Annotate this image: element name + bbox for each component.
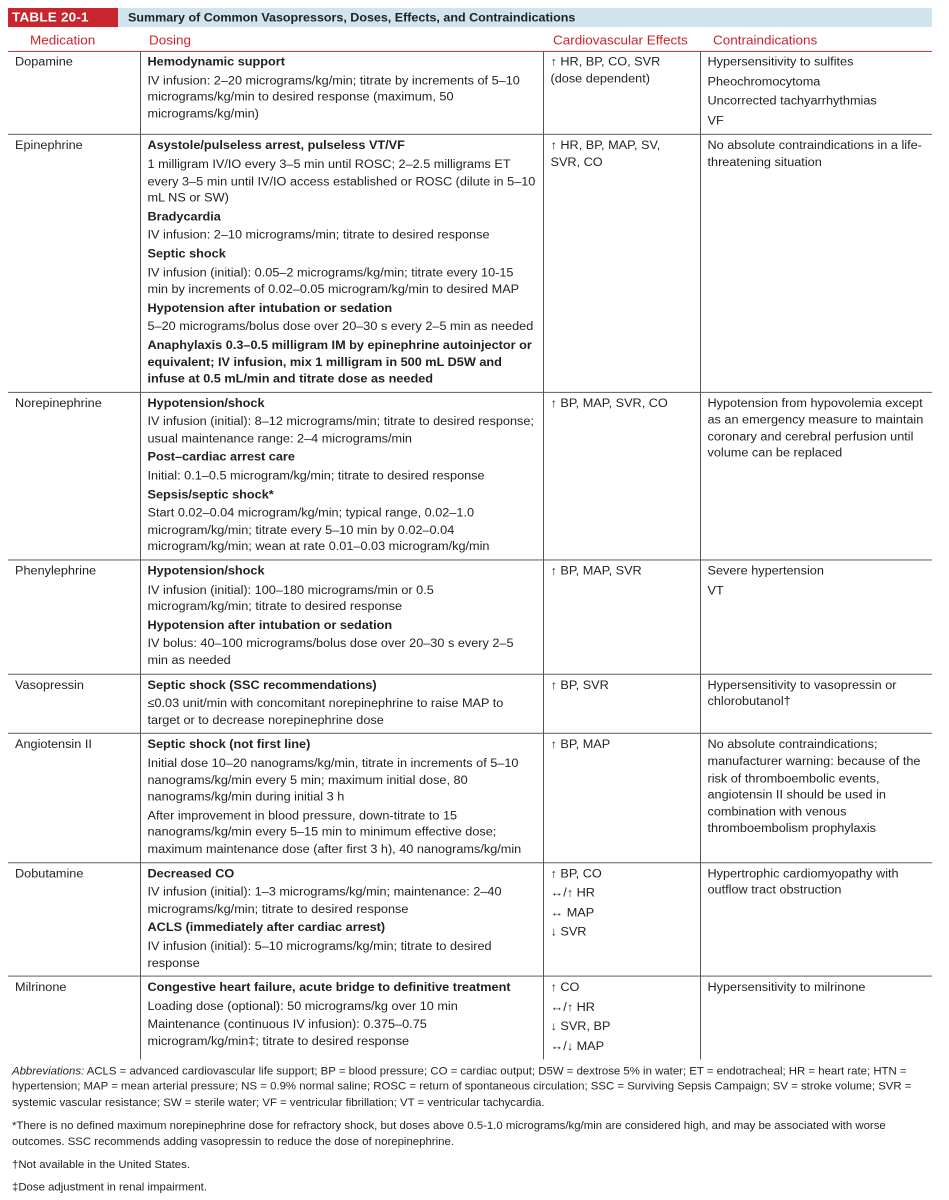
effect-line: ↑ BP, MAP, SVR bbox=[550, 564, 642, 579]
effect-line: ↑ BP, MAP bbox=[550, 738, 611, 752]
contraindication-line: VT bbox=[707, 584, 724, 598]
abbreviations-footnote bbox=[12, 1064, 930, 1111]
medication-name: Angiotensin II bbox=[15, 738, 92, 752]
medication-name: Epinephrine bbox=[15, 139, 83, 153]
dosing-heading: Congestive heart failure, acute bridge to definitive treatment bbox=[147, 980, 511, 995]
footnotes bbox=[12, 1064, 930, 1196]
dosing-cell bbox=[140, 135, 543, 392]
dosing-text: IV infusion: 2–20 micrograms/kg/min; titrate by increments of 5–10 micrograms/kg/min to desired response (maximum, 50 micrograms/kg/min) bbox=[147, 73, 520, 121]
table-row bbox=[8, 51, 932, 135]
abbreviations-text: ACLS = advanced cardiovascular life support; BP = blood pressure; CO = cardiac output; D5W = dextrose 5% in water; ET = endotracheal; HR = heart rate; HTN = hypertension; MAP = mean arterial pressure; NS = 0.9% normal saline; ROSC = return of spontaneous circulation; SSC = Surviving Sepsis Campaign; SV = stroke volume; SVR = systemic vascular resistance; SW = sterile water; VF = ventricular fibrillation; VT = ventricular tachycardia. bbox=[12, 1065, 912, 1109]
effect-line: ↔/↑ HR bbox=[550, 886, 595, 900]
dosing-text: IV bolus: 40–100 micrograms/bolus dose over 20–30 s every 2–5 min as needed bbox=[147, 637, 514, 668]
cardiovascular-effects-cell bbox=[543, 560, 700, 674]
contraindication-line: Pheochromocytoma bbox=[707, 74, 821, 89]
dosing-text: IV infusion (initial): 1–3 micrograms/kg/min; maintenance: 2–40 micrograms/kg/min; titrate to desired response bbox=[147, 885, 502, 916]
dosing-cell bbox=[140, 674, 543, 734]
table-row bbox=[8, 135, 932, 392]
dosing-heading: Hypotension/shock bbox=[147, 564, 265, 579]
table-title: Summary of Common Vasopressors, Doses, Effects, and Contraindications bbox=[128, 10, 576, 24]
dosing-text: 5–20 micrograms/bolus dose over 20–30 s every 2–5 min as needed bbox=[147, 320, 534, 334]
dosing-heading: Hypotension/shock bbox=[147, 396, 265, 411]
cardiovascular-effects-cell bbox=[543, 674, 700, 734]
abbreviations-label: Abbreviations: bbox=[12, 1065, 85, 1077]
dosing-heading: Post–cardiac arrest care bbox=[147, 450, 295, 465]
effect-line: ↓ SVR, BP bbox=[550, 1020, 611, 1034]
column-header-dosing: Dosing bbox=[149, 32, 192, 47]
dosing-text: 1 milligram IV/IO every 3–5 min until ROSC; 2–2.5 milligrams ET every 3–5 min until IV/IO access established or ROSC (dilute in 5–10 mL NS or SW) bbox=[147, 158, 536, 205]
vasopressor-table bbox=[8, 51, 932, 1060]
medication-name: Milrinone bbox=[15, 980, 67, 995]
effect-line: ↔/↓ MAP bbox=[550, 1039, 605, 1054]
effect-line: ↔/↑ HR bbox=[550, 1000, 595, 1014]
medication-name: Dobutamine bbox=[15, 867, 84, 881]
medication-cell bbox=[8, 674, 140, 734]
table-row bbox=[8, 863, 932, 977]
contraindication-line: Severe hypertension bbox=[707, 564, 824, 579]
column-header-cardiovascular-effects: Cardiovascular Effects bbox=[553, 32, 688, 47]
dosing-text: IV infusion (initial): 8–12 micrograms/min; titrate to desired response; usual maintenance range: 2–4 micrograms/min bbox=[147, 415, 534, 446]
medication-cell bbox=[8, 392, 140, 560]
medication-name: Dopamine bbox=[15, 55, 73, 69]
dosing-text: Loading dose (optional): 50 micrograms/kg over 10 min bbox=[147, 999, 458, 1013]
dosing-heading: Hemodynamic support bbox=[147, 55, 285, 69]
dosing-cell bbox=[140, 392, 543, 560]
dosing-heading: Septic shock (not first line) bbox=[147, 738, 311, 752]
medication-name: Vasopressin bbox=[15, 678, 84, 692]
dosing-heading: Septic shock (SSC recommendations) bbox=[147, 678, 377, 692]
dosing-cell bbox=[140, 51, 543, 135]
contraindication-line: No absolute contraindications in a life-threatening situation bbox=[707, 139, 922, 170]
contraindication-line: No absolute contraindications; manufacturer warning: because of the risk of thromboembolic events, angiotensin II should be used in combination with venous thromboembolism prophylaxis bbox=[707, 738, 921, 836]
table-row bbox=[8, 734, 932, 863]
dosing-text: Start 0.02–0.04 microgram/kg/min; typical range, 0.02–1.0 microgram/kg/min; titrate every 5–10 min by 0.02–0.04 microgram/kg/min; wean at rate 0.01–0.03 microgram/kg/min bbox=[147, 506, 490, 554]
dosing-heading: Bradycardia bbox=[147, 210, 221, 224]
contraindications-cell bbox=[700, 734, 932, 863]
dosing-cell bbox=[140, 977, 543, 1061]
dosing-cell bbox=[140, 734, 543, 863]
dosing-text: Initial dose 10–20 nanograms/kg/min, titrate in increments of 5–10 nanograms/kg/min every 5 min; maximum initial dose, 80 nanograms/kg/min during initial 3 h bbox=[147, 756, 519, 804]
table-row bbox=[8, 674, 932, 734]
dosing-cell bbox=[140, 863, 543, 977]
effect-line: ↑ BP, SVR bbox=[550, 678, 609, 692]
contraindication-line: Hypertrophic cardiomyopathy with outflow tract obstruction bbox=[707, 867, 899, 898]
dosing-heading: Decreased CO bbox=[147, 867, 235, 881]
table-row bbox=[8, 977, 932, 1061]
dagger-footnote: †Not available in the United States. bbox=[12, 1158, 190, 1171]
contraindication-line: VF bbox=[707, 114, 724, 128]
medication-cell bbox=[8, 977, 140, 1061]
medication-cell bbox=[8, 135, 140, 392]
contraindications-cell bbox=[700, 560, 932, 674]
contraindications-cell bbox=[700, 51, 932, 135]
column-header-row bbox=[8, 30, 932, 52]
cardiovascular-effects-cell bbox=[543, 734, 700, 863]
dosing-heading: ACLS (immediately after cardiac arrest) bbox=[147, 921, 386, 935]
dosing-text: ≤0.03 unit/min with concomitant norepinephrine to raise MAP to target or to decrease norepinephrine dose bbox=[147, 697, 504, 728]
contraindications-cell bbox=[700, 392, 932, 560]
dosing-text: Maintenance (continuous IV infusion): 0.375–0.75 microgram/kg/min‡; titrate to desired response bbox=[147, 1018, 427, 1049]
medication-cell bbox=[8, 734, 140, 863]
double-dagger-footnote: ‡Dose adjustment in renal impairment. bbox=[12, 1182, 207, 1194]
contraindication-line: Uncorrected tachyarrhythmias bbox=[707, 94, 877, 108]
table-title-bar bbox=[8, 8, 932, 27]
effect-line: ↑ HR, BP, MAP, SV, SVR, CO bbox=[550, 139, 661, 170]
dosing-text: IV infusion (initial): 0.05–2 micrograms/kg/min; titrate every 10-15 min by increments of 0.02–0.05 microgram/kg/min to desired MAP bbox=[147, 266, 520, 297]
contraindication-line: Hypotension from hypovolemia except as an emergency measure to maintain coronary and cerebral perfusion until volume can be replaced bbox=[707, 396, 924, 461]
cardiovascular-effects-cell bbox=[543, 392, 700, 560]
medication-cell bbox=[8, 863, 140, 977]
cardiovascular-effects-cell bbox=[543, 135, 700, 392]
dosing-heading: Sepsis/septic shock* bbox=[147, 488, 274, 502]
dosing-heading: Anaphylaxis 0.3–0.5 milligram IM by epinephrine autoinjector or equivalent; IV infusion, mix 1 milligram in 500 mL D5W and infuse at 0.5 mL/min and titrate dose as needed bbox=[147, 338, 532, 386]
column-header-contraindications: Contraindications bbox=[713, 32, 818, 47]
cardiovascular-effects-cell bbox=[543, 977, 700, 1061]
asterisk-footnote: *There is no defined maximum norepinephrine dose for refractory shock, but doses above 0.5-1.0 micrograms/kg/min are considered high, and may be associated with worse outcomes. SSC recommends adding vasopressin to reduce the dose of norepinephrine. bbox=[12, 1120, 886, 1148]
dosing-text: IV infusion: 2–10 micrograms/min; titrate to desired response bbox=[147, 228, 490, 243]
dosing-cell bbox=[140, 560, 543, 674]
dosing-heading: Asystole/pulseless arrest, pulseless VT/VF bbox=[147, 139, 405, 153]
medication-cell bbox=[8, 560, 140, 674]
medication-name: Norepinephrine bbox=[15, 396, 102, 411]
contraindications-cell bbox=[700, 674, 932, 734]
column-header-medication: Medication bbox=[30, 32, 96, 47]
dosing-text: IV infusion (initial): 100–180 micrograms/min or 0.5 microgram/kg/min; titrate to desired response bbox=[147, 583, 434, 614]
contraindication-line: Hypersensitivity to vasopressin or chlorobutanol† bbox=[707, 678, 897, 709]
dosing-text: IV infusion (initial): 5–10 micrograms/kg/min; titrate to desired response bbox=[147, 939, 492, 970]
dosing-heading: Hypotension after intubation or sedation bbox=[147, 301, 393, 315]
table-row bbox=[8, 560, 932, 674]
effect-line: ↓ SVR bbox=[550, 925, 587, 940]
table-body bbox=[8, 51, 932, 1060]
medication-cell bbox=[8, 51, 140, 135]
dosing-text: Initial: 0.1–0.5 microgram/kg/min; titrate to desired response bbox=[147, 469, 485, 483]
dosing-text: After improvement in blood pressure, down-titrate to 15 nanograms/kg/min every 5–15 min to minimum effective dose; maximum maintenance dose (after first 3 h), 40 nanograms/kg/min bbox=[147, 809, 522, 856]
table-row bbox=[8, 392, 932, 560]
contraindication-line: Hypersensitivity to sulfites bbox=[707, 55, 854, 69]
contraindications-cell bbox=[700, 135, 932, 392]
contraindications-cell bbox=[700, 863, 932, 977]
cardiovascular-effects-cell bbox=[543, 863, 700, 977]
cardiovascular-effects-cell bbox=[543, 51, 700, 135]
dosing-heading: Septic shock bbox=[147, 247, 226, 261]
contraindication-line: Hypersensitivity to milrinone bbox=[707, 980, 866, 995]
effect-line: ↑ HR, BP, CO, SVR (dose dependent) bbox=[550, 55, 661, 86]
table-label: TABLE 20-1 bbox=[8, 8, 118, 27]
dosing-heading: Hypotension after intubation or sedation bbox=[147, 618, 393, 633]
effect-line: ↑ CO bbox=[550, 980, 580, 995]
effect-line: ↔ MAP bbox=[550, 906, 595, 920]
medication-name: Phenylephrine bbox=[15, 564, 97, 579]
effect-line: ↑ BP, MAP, SVR, CO bbox=[550, 396, 668, 411]
effect-line: ↑ BP, CO bbox=[550, 867, 602, 881]
contraindications-cell bbox=[700, 977, 932, 1061]
